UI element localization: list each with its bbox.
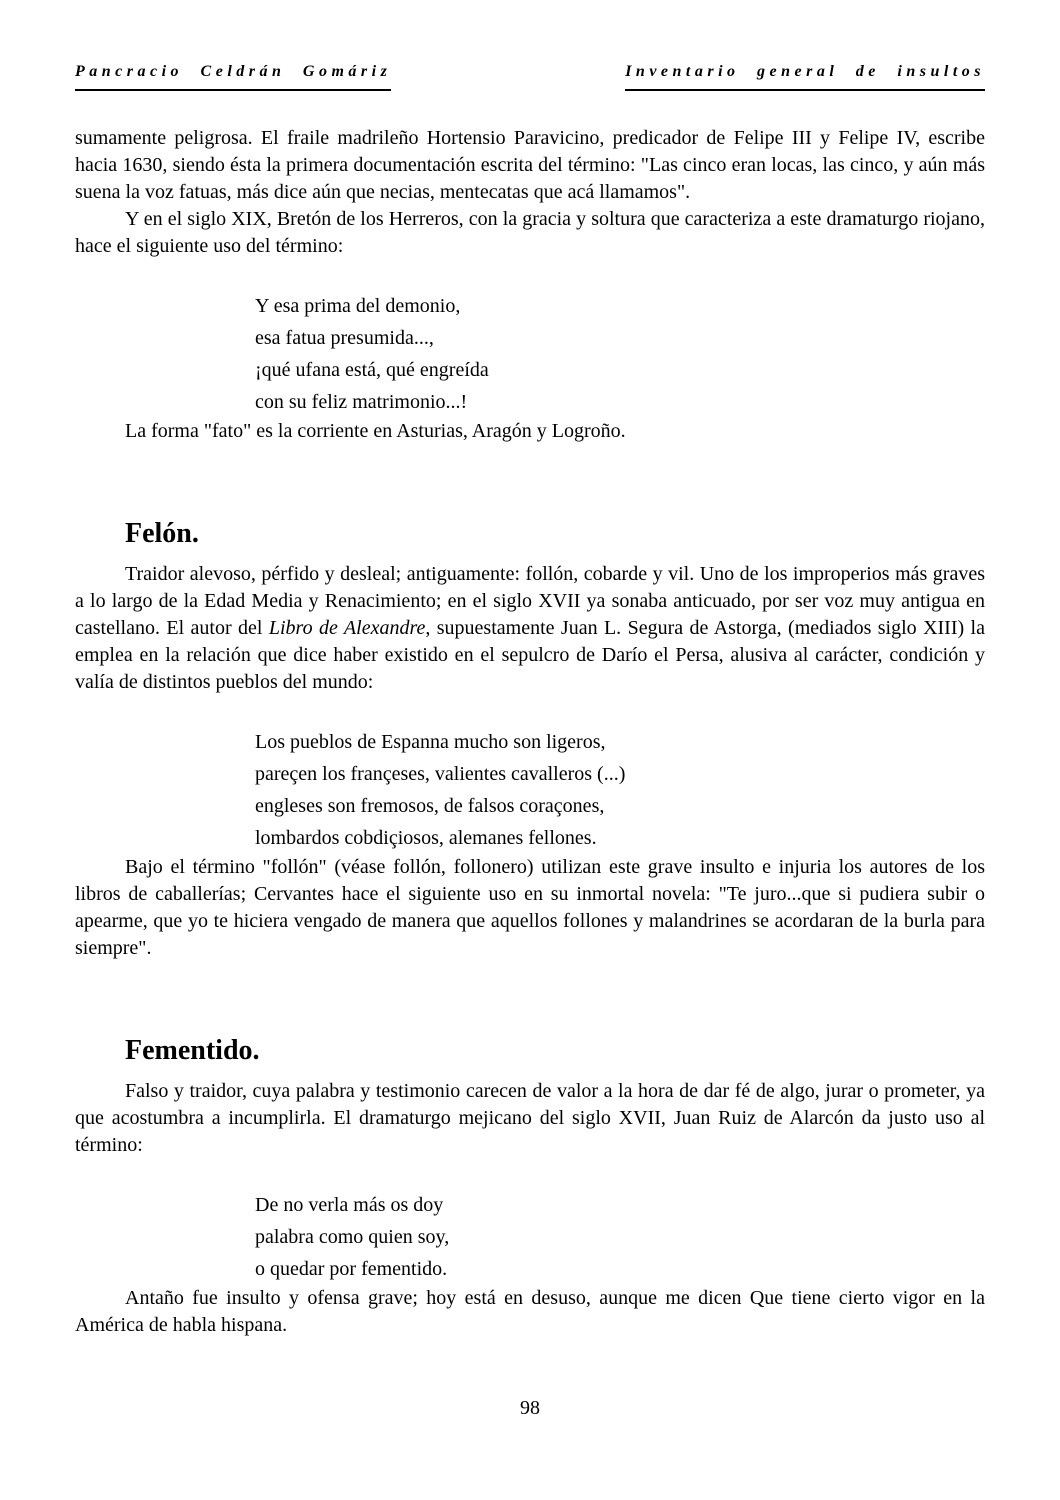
page-number: 98 xyxy=(520,1397,540,1419)
book-title-italic: Libro de Alexandre xyxy=(268,617,426,639)
verse-block-fatua xyxy=(255,290,985,418)
entry-heading-felon: Felón. xyxy=(125,518,199,549)
header-author: Pancracio Celdrán Gomáriz xyxy=(75,58,391,91)
verse-block-fementido xyxy=(255,1189,985,1285)
paragraph-fementido-definition: Falso y traidor, cuya palabra y testimonio carecen de valor a la hora de dar fé de algo, jurar o prometer, ya que acostumbra a incumplirla. El dramaturgo mejicano del siglo XVII, Juan Ruiz de Alarcón da justo uso al término: xyxy=(75,1080,985,1156)
verse-line: lombardos cobdiçiosos, alemanes fellones. xyxy=(255,827,597,849)
paragraph-follon-note: Bajo el término "follón" (véase follón, follonero) utilizan este grave insulto e injuria los autores de los libros de caballerías; Cervantes hace el siguiente uso en su inmortal novela: "Te juro...que si pudiera subir o apearme, que yo te hiciera vengado de manera que aquellos follones y malandrines se acordaran de la burla para siempre". xyxy=(75,856,985,959)
text-run: , supuestamente Juan L. Segura de Astorga, (mediados siglo XIII) la emplea en la relación que dice haber existido en el sepulcro de Darío el Persa, alusiva al carácter, condición y valía de distintos pueblos del mundo: xyxy=(75,617,985,693)
paragraph-felon-definition xyxy=(75,561,985,696)
verse-line: palabra como quien soy, xyxy=(255,1226,450,1248)
verse-line: o quedar por fementido. xyxy=(255,1258,448,1280)
verse-line: pareçen los françeses, valientes cavalleros (...) xyxy=(255,763,626,785)
verse-block-alexandre xyxy=(255,726,985,854)
verse-line: esa fatua presumida..., xyxy=(255,327,434,349)
entry-heading-fementido: Fementido. xyxy=(125,1035,260,1066)
header-book-title: Inventario general de insultos xyxy=(625,58,985,91)
verse-line: con su feliz matrimonio...! xyxy=(255,391,468,413)
page-header xyxy=(75,58,985,91)
paragraph-fementido-note: Antaño fue insulto y ofensa grave; hoy está en desuso, aunque me dicen Que tiene cierto vigor en la América de habla hispana. xyxy=(75,1287,985,1336)
verse-line: engleses son fremosos, de falsos coraçones, xyxy=(255,795,605,817)
verse-line: ¡qué ufana está, qué engreída xyxy=(255,359,489,381)
verse-line: De no verla más os doy xyxy=(255,1194,444,1216)
paragraph-fato-note: La forma "fato" es la corriente en Asturias, Aragón y Logroño. xyxy=(125,420,626,442)
paragraph-fatuo-continuation: sumamente peligrosa. El fraile madrileño Hortensio Paravicino, predicador de Felipe III y Felipe IV, escribe hacia 1630, siendo ésta la primera documentación escrita del término: "Las cinco eran locas, las cinco, y aún más suena la voz fatuas, más dice aún que necias, mentecatas que acá llamamos". xyxy=(75,127,985,203)
page-body xyxy=(75,125,985,1339)
verse-line: Y esa prima del demonio, xyxy=(255,295,461,317)
verse-line: Los pueblos de Espanna mucho son ligeros, xyxy=(255,731,606,753)
text-run: Traidor alevoso, pérfido y desleal; antiguamente: follón, cobarde y vil. Uno de los improperios más graves a lo largo de la Edad Media y Renacimiento; en el siglo XVII ya sonaba anticuado, por ser voz muy antigua en castellano. El autor del xyxy=(75,563,985,639)
paragraph-breton-intro: Y en el siglo XIX, Bretón de los Herreros, con la gracia y soltura que caracteriza a este dramaturgo riojano, hace el siguiente uso del término: xyxy=(75,208,985,257)
